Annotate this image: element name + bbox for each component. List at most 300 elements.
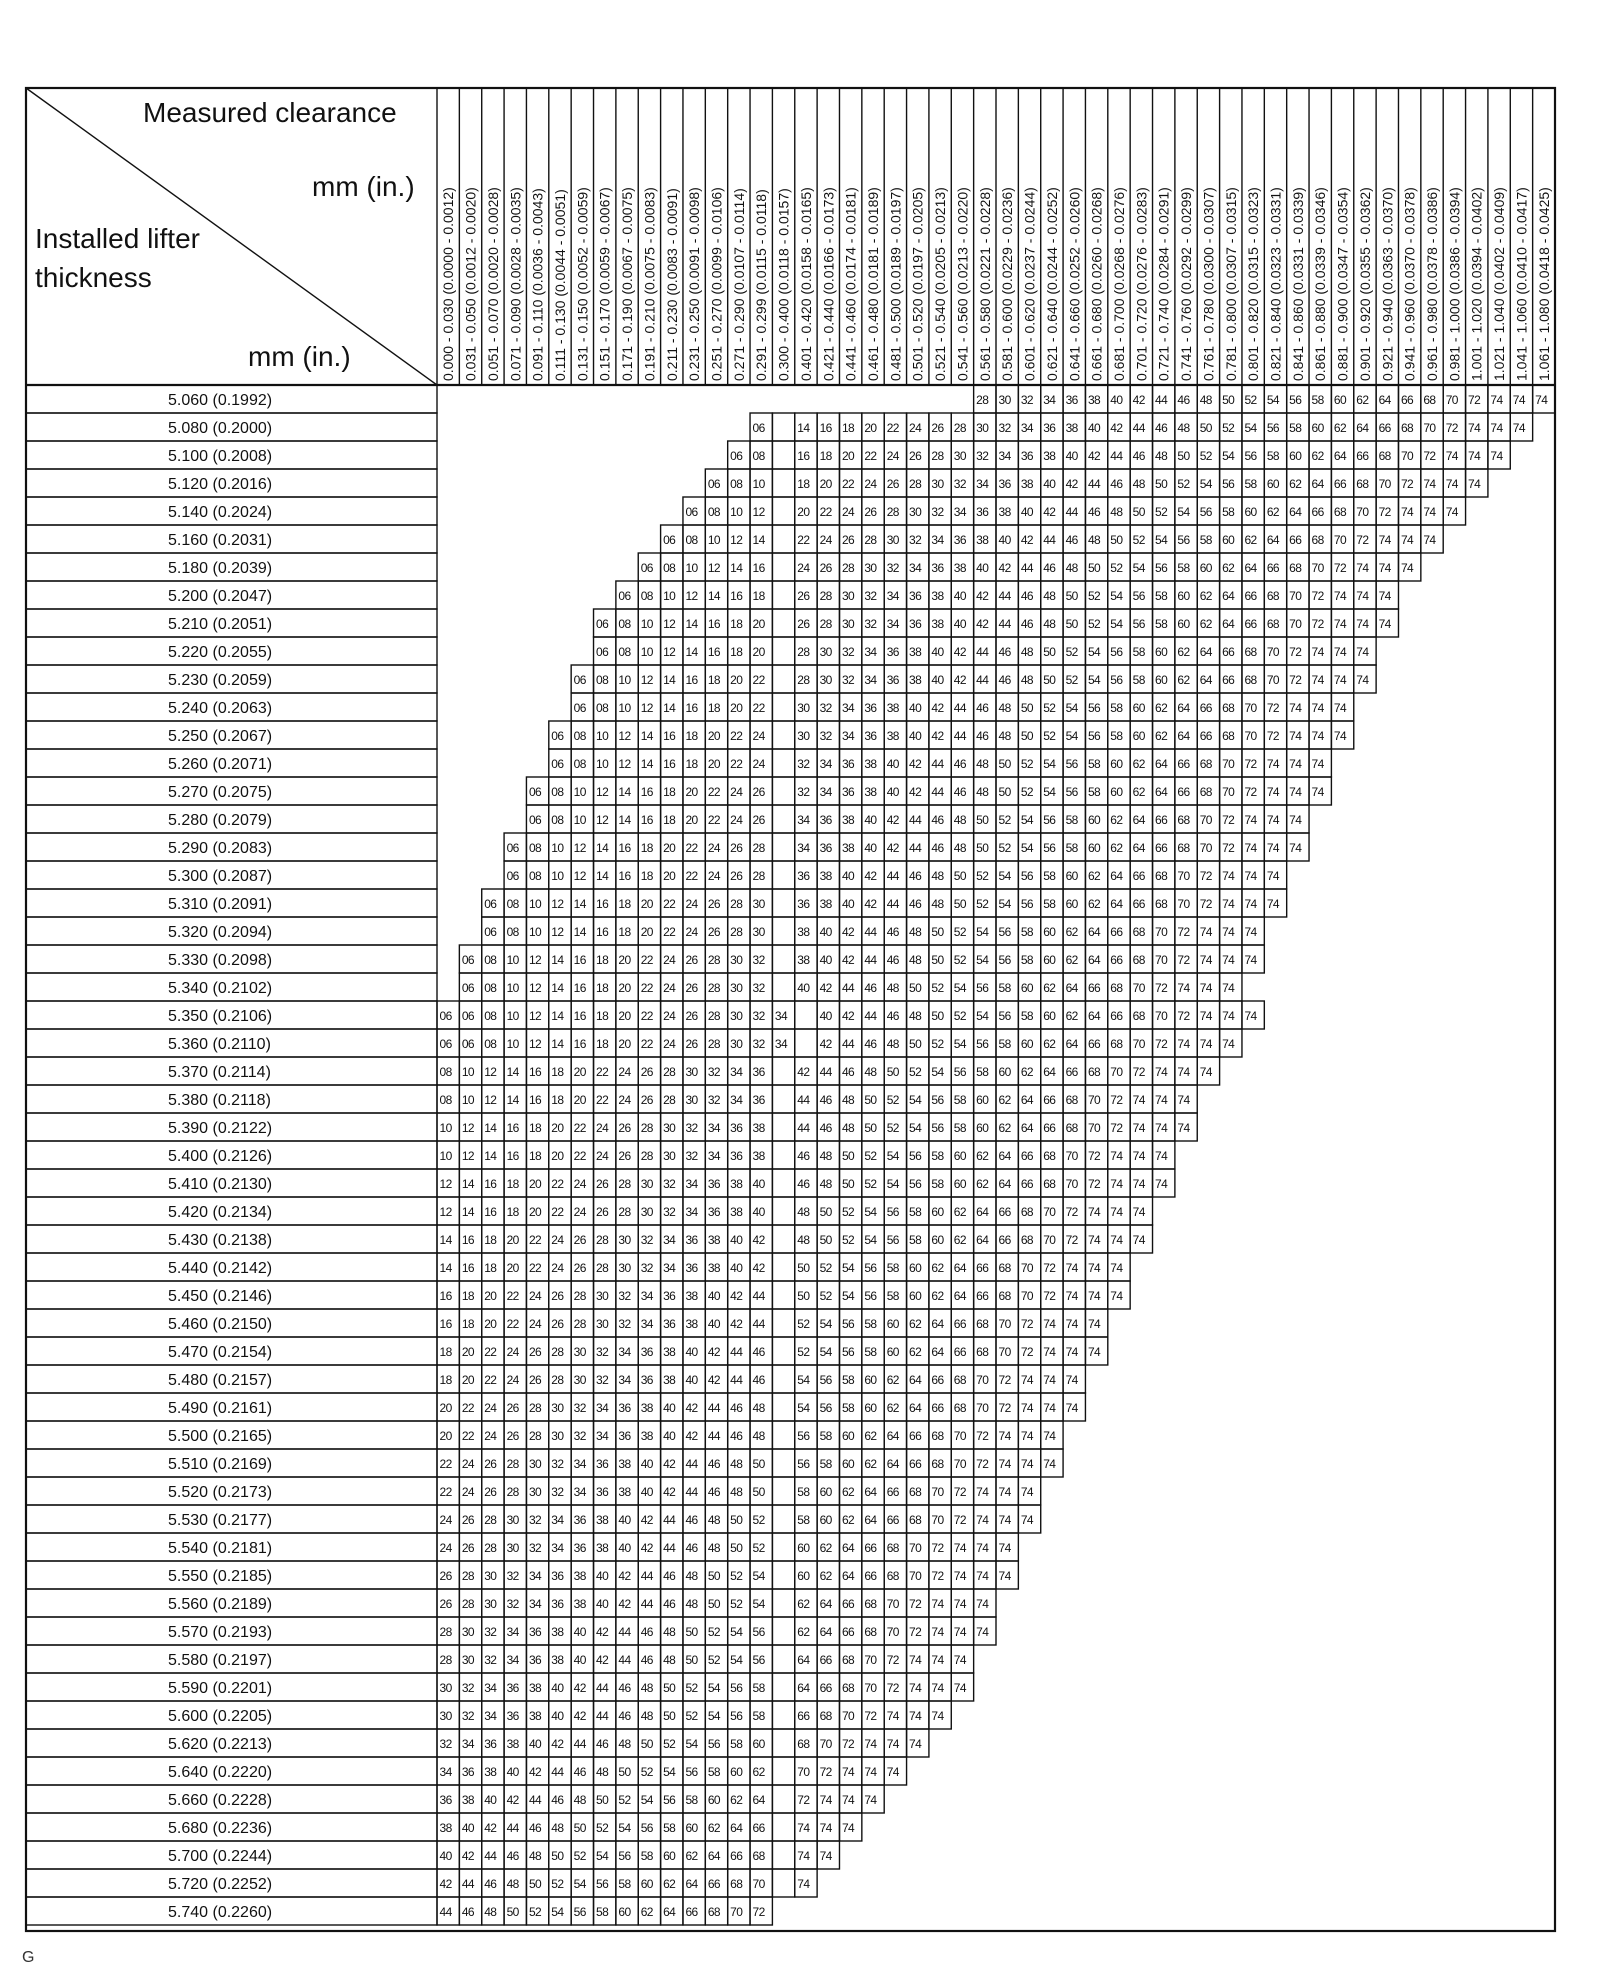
cell-value: 48: [1020, 673, 1034, 687]
cell-value: 08: [730, 477, 743, 491]
cell-value: 62: [1065, 953, 1078, 967]
column-header: 0.821 - 0.840 (0.0323 - 0.0331): [1267, 187, 1284, 381]
cell-value: 58: [864, 1317, 877, 1331]
cell-value: 34: [819, 757, 832, 771]
cell-value: 48: [506, 1877, 519, 1891]
cell-value: 50: [1065, 617, 1078, 631]
cell-value: 74: [1490, 449, 1503, 463]
column-header: 0.481 - 0.500 (0.0189 - 0.0197): [887, 187, 904, 381]
cell-value: 18: [618, 925, 631, 939]
cell-value: 28: [640, 1121, 653, 1135]
cell-value: 42: [573, 1709, 586, 1723]
cell-value: 64: [1177, 729, 1190, 743]
cell-value: 40: [819, 925, 832, 939]
cell-value: 06: [439, 1037, 452, 1051]
cell-value: 72: [1020, 1317, 1034, 1331]
cell-value: 54: [976, 953, 989, 967]
cell-value: 68: [1087, 1065, 1101, 1079]
cell-value: 12: [730, 533, 743, 547]
cell-value: 68: [953, 1401, 966, 1415]
cell-value: 48: [819, 1177, 832, 1191]
cell-value: 54: [909, 1121, 922, 1135]
cell-value: 34: [551, 1541, 564, 1555]
cell-value: 70: [1155, 953, 1168, 967]
cell-value: 68: [819, 1709, 832, 1723]
cell-value: 74: [1020, 1429, 1034, 1443]
cell-value: 52: [1087, 617, 1101, 631]
cell-value: 74: [1177, 1093, 1190, 1107]
row-label: 5.450 (0.2146): [168, 1288, 273, 1305]
row-label: 5.280 (0.2079): [168, 812, 273, 829]
table-row: [26, 1449, 1063, 1477]
cell-value: 12: [528, 953, 542, 967]
cell-value: 36: [707, 1205, 720, 1219]
cell-value: 36: [819, 841, 832, 855]
table-cell: [772, 609, 794, 637]
cell-value: 48: [953, 813, 966, 827]
cell-value: 28: [953, 421, 966, 435]
cell-value: 66: [707, 1877, 720, 1891]
row-label: 5.420 (0.2134): [168, 1204, 273, 1221]
cell-value: 06: [439, 1009, 452, 1023]
cell-value: 28: [663, 1093, 676, 1107]
table-cell: [795, 1029, 817, 1057]
cell-value: 72: [797, 1793, 810, 1807]
cell-value: 30: [730, 1009, 743, 1023]
cell-value: 74: [1132, 1205, 1145, 1219]
cell-value: 48: [707, 1541, 720, 1555]
cell-value: 74: [1043, 1401, 1056, 1415]
cell-value: 68: [1132, 925, 1145, 939]
cell-value: 06: [752, 421, 765, 435]
cell-value: 68: [909, 1513, 922, 1527]
cell-value: 70: [1132, 981, 1145, 995]
cell-value: 12: [439, 1205, 452, 1219]
cell-value: 30: [841, 589, 855, 603]
cell-value: 56: [886, 1233, 899, 1247]
cell-value: 66: [1222, 645, 1235, 659]
cell-value: 38: [797, 953, 810, 967]
cell-value: 74: [931, 1625, 944, 1639]
cell-value: 52: [1244, 393, 1257, 407]
cell-value: 46: [998, 673, 1011, 687]
cell-value: 12: [707, 561, 720, 575]
row-label: 5.350 (0.2106): [168, 1008, 273, 1025]
cell-value: 34: [439, 1765, 452, 1779]
cell-value: 48: [528, 1849, 542, 1863]
column-header: 0.251 - 0.270 (0.0099 - 0.0106): [708, 187, 725, 381]
cell-value: 72: [1065, 1233, 1078, 1247]
column-header: 0.961 - 0.980 (0.0378 - 0.0386): [1424, 187, 1441, 381]
cell-value: 40: [618, 1513, 631, 1527]
cell-value: 48: [640, 1709, 653, 1723]
table-cell: [772, 469, 794, 497]
cell-value: 62: [1065, 1009, 1078, 1023]
cell-value: 56: [1087, 701, 1101, 715]
cell-value: 28: [752, 841, 765, 855]
cell-value: 22: [596, 1093, 609, 1107]
cell-value: 74: [1065, 1345, 1078, 1359]
cell-value: 74: [998, 1541, 1011, 1555]
column-header: 0.741 - 0.760 (0.0292 - 0.0299): [1178, 187, 1195, 381]
cell-value: 06: [707, 477, 720, 491]
cell-value: 62: [1065, 925, 1078, 939]
cell-value: 44: [864, 953, 877, 967]
cell-value: 26: [596, 1205, 609, 1219]
cell-value: 16: [663, 729, 676, 743]
cell-value: 40: [931, 645, 944, 659]
cell-value: 74: [1490, 421, 1503, 435]
cell-value: 56: [1020, 869, 1034, 883]
cell-value: 32: [707, 1065, 720, 1079]
cell-value: 34: [864, 645, 877, 659]
cell-value: 60: [640, 1877, 653, 1891]
cell-value: 38: [864, 785, 877, 799]
cell-value: 42: [663, 1457, 676, 1471]
table-cell: [772, 777, 794, 805]
figure-id: G: [22, 1949, 35, 1966]
cell-value: 46: [1110, 477, 1123, 491]
cell-value: 40: [640, 1457, 653, 1471]
cell-value: 68: [1222, 729, 1235, 743]
cell-value: 20: [730, 701, 743, 715]
cell-value: 64: [685, 1877, 698, 1891]
cell-value: 74: [1468, 421, 1481, 435]
cell-value: 06: [551, 729, 564, 743]
cell-value: 68: [953, 1373, 966, 1387]
cell-value: 52: [909, 1065, 922, 1079]
cell-value: 14: [685, 617, 698, 631]
cell-value: 70: [886, 1625, 899, 1639]
cell-value: 64: [1087, 1009, 1101, 1023]
cell-value: 36: [528, 1653, 542, 1667]
cell-value: 48: [1065, 561, 1078, 575]
cell-value: 60: [1043, 925, 1056, 939]
cell-value: 72: [1020, 1345, 1034, 1359]
cell-value: 62: [1333, 421, 1347, 435]
cell-value: 08: [484, 1037, 497, 1051]
row-label: 5.660 (0.2228): [168, 1792, 273, 1809]
cell-value: 68: [1020, 1205, 1034, 1219]
cell-value: 60: [1043, 953, 1056, 967]
cell-value: 40: [663, 1429, 676, 1443]
cell-value: 74: [1266, 841, 1279, 855]
cell-value: 24: [663, 953, 676, 967]
cell-value: 74: [1266, 785, 1279, 799]
cell-value: 42: [976, 617, 989, 631]
cell-value: 42: [685, 1429, 698, 1443]
cell-value: 34: [774, 1037, 788, 1051]
table-row: [26, 1281, 1130, 1309]
cell-value: 48: [1132, 477, 1145, 491]
column-header: 0.801 - 0.820 (0.0315 - 0.0323): [1245, 187, 1262, 381]
cell-value: 74: [1333, 645, 1347, 659]
cell-value: 22: [573, 1149, 586, 1163]
cell-value: 52: [797, 1345, 810, 1359]
cell-value: 60: [864, 1401, 877, 1415]
cell-value: 18: [663, 813, 676, 827]
row-label: 5.330 (0.2098): [168, 952, 273, 969]
cell-value: 34: [506, 1653, 519, 1667]
column-header: 0.461 - 0.480 (0.0181 - 0.0189): [865, 187, 882, 381]
row-label: 5.360 (0.2110): [168, 1036, 271, 1053]
column-header: 0.561 - 0.580 (0.0221 - 0.0228): [976, 187, 993, 381]
table-row: [26, 693, 1354, 721]
cell-value: 42: [707, 1373, 720, 1387]
cell-value: 32: [909, 533, 922, 547]
cell-value: 64: [1020, 1093, 1034, 1107]
column-header: 0.291 - 0.299 (0.0115 - 0.0118): [753, 189, 770, 381]
cell-value: 06: [663, 533, 676, 547]
row-label: 5.080 (0.2000): [168, 420, 273, 437]
cell-value: 44: [886, 869, 899, 883]
cell-value: 54: [886, 1149, 899, 1163]
cell-value: 72: [976, 1429, 989, 1443]
cell-value: 66: [1087, 1037, 1101, 1051]
cell-value: 14: [551, 1009, 564, 1023]
column-header: 0.861 - 0.880 (0.0339 - 0.0346): [1312, 187, 1329, 381]
cell-value: 58: [998, 981, 1011, 995]
cell-value: 42: [640, 1513, 653, 1527]
cell-value: 68: [998, 1289, 1011, 1303]
cell-value: 64: [841, 1569, 855, 1583]
table-row: [26, 1113, 1197, 1141]
cell-value: 70: [976, 1373, 989, 1387]
cell-value: 70: [909, 1569, 922, 1583]
cell-value: 74: [1333, 673, 1347, 687]
table-row: [26, 1617, 996, 1645]
cell-value: 12: [618, 729, 631, 743]
cell-value: 72: [909, 1625, 922, 1639]
cell-value: 74: [1311, 785, 1324, 799]
cell-value: 58: [909, 1205, 922, 1219]
cell-value: 54: [998, 897, 1011, 911]
cell-value: 72: [819, 1765, 832, 1779]
cell-value: 60: [707, 1793, 720, 1807]
cell-value: 48: [909, 953, 922, 967]
cell-value: 56: [909, 1177, 922, 1191]
cell-value: 68: [1065, 1121, 1078, 1135]
cell-value: 60: [1311, 421, 1324, 435]
row-label: 5.120 (0.2016): [168, 476, 273, 493]
cell-value: 68: [931, 1457, 944, 1471]
cell-value: 74: [998, 1485, 1011, 1499]
cell-value: 46: [663, 1597, 676, 1611]
cell-value: 30: [819, 673, 832, 687]
cell-value: 74: [1535, 393, 1548, 407]
cell-value: 44: [461, 1877, 475, 1891]
cell-value: 12: [752, 505, 765, 519]
cell-value: 74: [1356, 673, 1369, 687]
cell-value: 58: [685, 1793, 698, 1807]
cell-value: 60: [841, 1429, 855, 1443]
cell-value: 30: [506, 1541, 519, 1555]
cell-value: 48: [707, 1513, 720, 1527]
cell-value: 74: [841, 1821, 855, 1835]
cell-value: 50: [752, 1457, 765, 1471]
cell-value: 12: [596, 785, 609, 799]
table-row: [26, 889, 1287, 917]
cell-value: 46: [819, 1093, 832, 1107]
cell-value: 18: [596, 981, 609, 995]
cell-value: 16: [752, 561, 765, 575]
cell-value: 24: [551, 1233, 564, 1247]
cell-value: 58: [640, 1849, 653, 1863]
row-label: 5.140 (0.2024): [168, 504, 273, 521]
cell-value: 74: [1199, 953, 1212, 967]
cell-value: 66: [1244, 589, 1257, 603]
cell-value: 62: [1020, 1065, 1034, 1079]
cell-value: 38: [752, 1149, 765, 1163]
cell-value: 68: [976, 1317, 989, 1331]
cell-value: 12: [528, 981, 542, 995]
cell-value: 44: [752, 1317, 765, 1331]
cell-value: 46: [1020, 617, 1034, 631]
cell-value: 36: [439, 1793, 452, 1807]
cell-value: 26: [752, 785, 765, 799]
cell-value: 74: [1020, 1373, 1034, 1387]
table-body: [26, 385, 1555, 1925]
row-label: 5.390 (0.2122): [168, 1120, 273, 1137]
cell-value: 74: [1087, 1345, 1101, 1359]
cell-value: 26: [573, 1233, 586, 1247]
cell-value: 74: [1222, 925, 1235, 939]
cell-value: 58: [752, 1709, 765, 1723]
row-label: 5.370 (0.2114): [168, 1064, 271, 1081]
cell-value: 42: [819, 1037, 832, 1051]
cell-value: 12: [663, 645, 676, 659]
cell-value: 30: [841, 617, 855, 631]
cell-value: 38: [528, 1681, 542, 1695]
cell-value: 26: [618, 1121, 631, 1135]
cell-value: 08: [573, 729, 586, 743]
cell-value: 56: [640, 1821, 653, 1835]
cell-value: 54: [573, 1877, 586, 1891]
cell-value: 74: [931, 1709, 944, 1723]
table-row: [26, 1729, 929, 1757]
cell-value: 74: [1065, 1261, 1078, 1275]
cell-value: 40: [596, 1569, 609, 1583]
cell-value: 74: [953, 1625, 966, 1639]
cell-value: 30: [461, 1625, 475, 1639]
cell-value: 42: [663, 1485, 676, 1499]
cell-value: 58: [1222, 505, 1235, 519]
column-header: 0.621 - 0.640 (0.0244 - 0.0252): [1043, 187, 1060, 381]
cell-value: 50: [528, 1877, 542, 1891]
cell-value: 32: [752, 981, 765, 995]
cell-value: 24: [506, 1345, 519, 1359]
cell-value: 30: [953, 449, 966, 463]
cell-value: 74: [1333, 701, 1347, 715]
table-cell: [772, 1477, 794, 1505]
cell-value: 70: [1110, 1065, 1123, 1079]
table-row: [26, 609, 1398, 637]
cell-value: 66: [1244, 617, 1257, 631]
cell-value: 62: [953, 1205, 966, 1219]
cell-value: 58: [618, 1877, 631, 1891]
cell-value: 62: [1311, 449, 1324, 463]
cell-value: 56: [953, 1065, 966, 1079]
cell-value: 48: [797, 1205, 810, 1219]
cell-value: 16: [685, 673, 698, 687]
cell-value: 44: [841, 1037, 855, 1051]
table-cell: [772, 1757, 794, 1785]
cell-value: 20: [461, 1373, 475, 1387]
cell-value: 64: [864, 1485, 877, 1499]
cell-value: 26: [886, 477, 899, 491]
cell-value: 46: [1043, 561, 1056, 575]
cell-value: 56: [1155, 561, 1168, 575]
table-row: [26, 749, 1331, 777]
row-label: 5.640 (0.2220): [168, 1764, 273, 1781]
cell-value: 66: [1065, 1065, 1078, 1079]
cell-value: 74: [1177, 981, 1190, 995]
cell-value: 70: [730, 1905, 743, 1919]
cell-value: 46: [886, 1009, 899, 1023]
cell-value: 42: [864, 869, 877, 883]
cell-value: 62: [976, 1149, 989, 1163]
cell-value: 36: [1043, 421, 1056, 435]
cell-value: 48: [663, 1653, 676, 1667]
cell-value: 46: [1155, 421, 1168, 435]
cell-value: 48: [596, 1765, 609, 1779]
cell-value: 40: [841, 897, 855, 911]
cell-value: 72: [1177, 925, 1190, 939]
cell-value: 60: [886, 1317, 899, 1331]
cell-value: 64: [864, 1513, 877, 1527]
cell-value: 36: [461, 1765, 475, 1779]
cell-value: 34: [551, 1513, 564, 1527]
cell-value: 38: [528, 1709, 542, 1723]
cell-value: 54: [1065, 701, 1078, 715]
cell-value: 74: [1311, 757, 1324, 771]
cell-value: 40: [461, 1821, 475, 1835]
cell-value: 50: [1020, 729, 1034, 743]
table-row: [26, 917, 1264, 945]
cell-value: 54: [1020, 841, 1034, 855]
cell-value: 46: [976, 701, 989, 715]
cell-value: 68: [1043, 1177, 1056, 1191]
cell-value: 50: [1132, 505, 1145, 519]
cell-value: 46: [596, 1737, 609, 1751]
cell-value: 42: [976, 589, 989, 603]
cell-value: 10: [439, 1149, 452, 1163]
cell-value: 70: [1333, 533, 1347, 547]
cell-value: 52: [618, 1793, 631, 1807]
cell-value: 48: [976, 757, 989, 771]
cell-value: 66: [1020, 1149, 1034, 1163]
cell-value: 12: [528, 1037, 542, 1051]
cell-value: 62: [931, 1261, 944, 1275]
cell-value: 28: [819, 617, 832, 631]
cell-value: 38: [730, 1205, 743, 1219]
cell-value: 42: [1087, 449, 1101, 463]
cell-value: 08: [506, 925, 519, 939]
cell-value: 52: [931, 1037, 944, 1051]
cell-value: 38: [864, 757, 877, 771]
cell-value: 60: [1155, 645, 1168, 659]
cell-value: 22: [685, 869, 698, 883]
cell-value: 74: [1244, 869, 1257, 883]
cell-value: 18: [439, 1373, 452, 1387]
cell-value: 74: [953, 1653, 966, 1667]
cell-value: 66: [931, 1401, 944, 1415]
cell-value: 50: [909, 1037, 922, 1051]
cell-value: 64: [998, 1149, 1011, 1163]
cell-value: 74: [1266, 813, 1279, 827]
cell-value: 74: [976, 1569, 989, 1583]
cell-value: 72: [1043, 1289, 1056, 1303]
